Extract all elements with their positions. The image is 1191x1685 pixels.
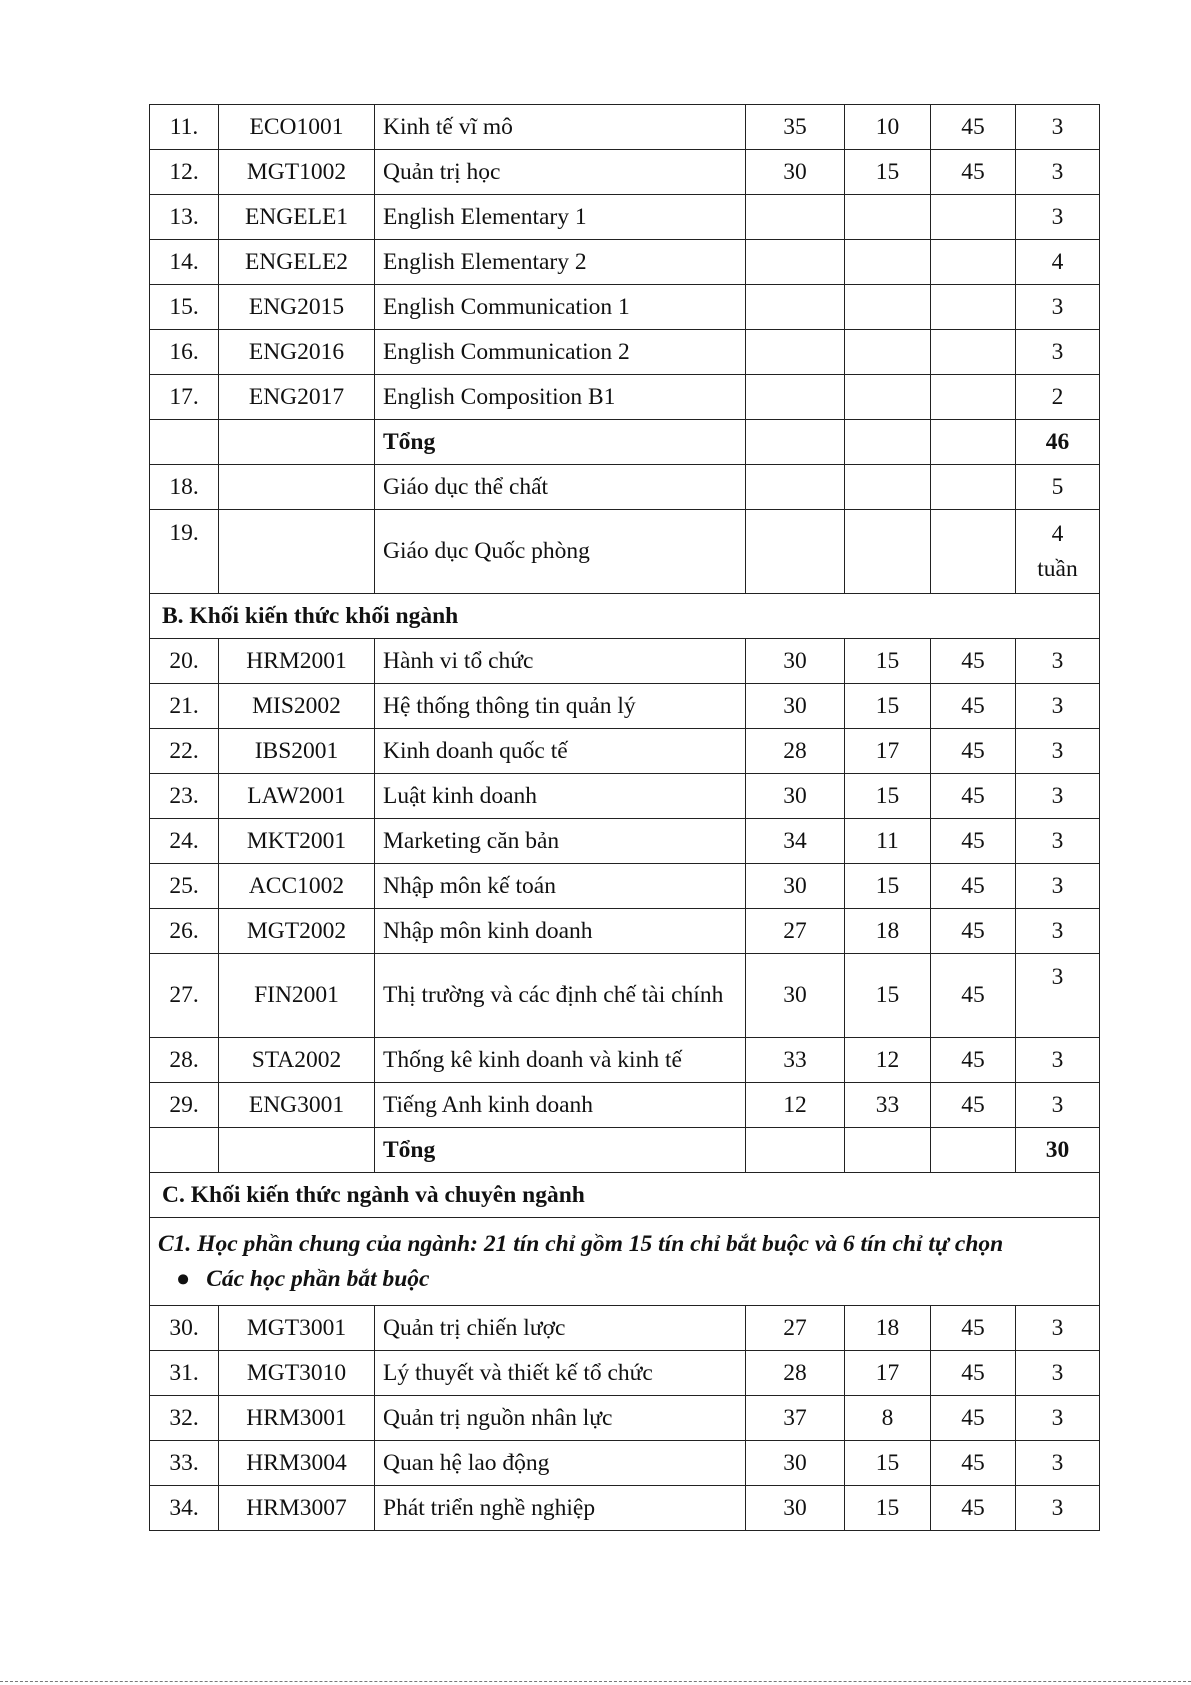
total-hours: 45: [931, 864, 1016, 909]
practice-hours: 15: [845, 954, 931, 1038]
table-row: [150, 375, 1100, 420]
practice-hours: 33: [845, 1083, 931, 1128]
total-hours: 45: [931, 105, 1016, 150]
course-code: MGT1002: [219, 150, 375, 195]
course-name: Giáo dục Quốc phòng: [375, 510, 746, 594]
course-name: Nhập môn kinh doanh: [375, 909, 746, 954]
subsection-title: C1. Học phần chung của ngành: 21 tín chỉ gồm 15 tín chỉ bắt buộc và 6 tín chỉ tự chọn: [158, 1231, 1004, 1258]
total-hours: 45: [931, 639, 1016, 684]
total-hours: 45: [931, 774, 1016, 819]
practice-hours: 17: [845, 729, 931, 774]
course-name: Tiếng Anh kinh doanh: [375, 1083, 746, 1128]
theory-hours: 27: [746, 909, 845, 954]
section-header: [150, 1173, 1100, 1218]
practice-hours: [845, 330, 931, 375]
credits: 3: [1016, 285, 1100, 330]
theory-hours: [746, 285, 845, 330]
table-row: [150, 954, 1100, 1038]
course-code: MIS2002: [219, 684, 375, 729]
table-row: [150, 684, 1100, 729]
row-number: 27.: [150, 954, 219, 1038]
page-edge-divider: [0, 1681, 1191, 1682]
theory-hours: 27: [746, 1306, 845, 1351]
total-hours: 45: [931, 1306, 1016, 1351]
practice-hours: 15: [845, 1441, 931, 1486]
practice-hours: [845, 195, 931, 240]
course-name: Hành vi tổ chức: [375, 639, 746, 684]
total-hours: 45: [931, 1351, 1016, 1396]
practice-hours: 12: [845, 1038, 931, 1083]
course-name: Marketing căn bản: [375, 819, 746, 864]
table-row: [150, 729, 1100, 774]
practice-hours: [845, 375, 931, 420]
total-hours: 45: [931, 1083, 1016, 1128]
course-name: Giáo dục thể chất: [375, 465, 746, 510]
course-name: English Communication 1: [375, 285, 746, 330]
credits: 3: [1016, 105, 1100, 150]
total-row: [150, 1128, 1100, 1173]
practice-hours: 15: [845, 639, 931, 684]
row-number: 15.: [150, 285, 219, 330]
course-name: Hệ thống thông tin quản lý: [375, 684, 746, 729]
credits: 3: [1016, 1396, 1100, 1441]
total-hours: [931, 330, 1016, 375]
theory-hours: 34: [746, 819, 845, 864]
table-row: [150, 285, 1100, 330]
row-number: 32.: [150, 1396, 219, 1441]
course-name: Thị trường và các định chế tài chính: [375, 954, 746, 1038]
row-number: 26.: [150, 909, 219, 954]
credits: 2: [1016, 375, 1100, 420]
theory-hours: [746, 375, 845, 420]
course-name: Quản trị chiến lược: [375, 1306, 746, 1351]
credits: 3: [1016, 1441, 1100, 1486]
row-number: 31.: [150, 1351, 219, 1396]
theory-hours: 30: [746, 864, 845, 909]
total-label: Tổng: [375, 420, 746, 465]
table-row: [150, 909, 1100, 954]
course-name: Kinh doanh quốc tế: [375, 729, 746, 774]
course-code: ECO1001: [219, 105, 375, 150]
credits: 3: [1016, 1306, 1100, 1351]
credits: 4: [1016, 240, 1100, 285]
table-body: [150, 105, 1100, 1531]
total-hours: 45: [931, 954, 1016, 1038]
course-name: Nhập môn kế toán: [375, 864, 746, 909]
practice-hours: 15: [845, 150, 931, 195]
practice-hours: 18: [845, 909, 931, 954]
theory-hours: 30: [746, 150, 845, 195]
section-title: B. Khối kiến thức khối ngành: [150, 594, 1100, 639]
total-hours: 45: [931, 1441, 1016, 1486]
section-header: [150, 594, 1100, 639]
table-row: [150, 1396, 1100, 1441]
course-code: IBS2001: [219, 729, 375, 774]
course-name: Quan hệ lao động: [375, 1441, 746, 1486]
table-row: [150, 639, 1100, 684]
theory-hours: 35: [746, 105, 845, 150]
total-hours: 45: [931, 1038, 1016, 1083]
row-number: 18.: [150, 465, 219, 510]
table-row: [150, 150, 1100, 195]
course-name: Lý thuyết và thiết kế tổ chức: [375, 1351, 746, 1396]
row-number: 25.: [150, 864, 219, 909]
row-number: 22.: [150, 729, 219, 774]
course-code: HRM2001: [219, 639, 375, 684]
table-row: [150, 864, 1100, 909]
row-number: 14.: [150, 240, 219, 285]
credits: 3: [1016, 1351, 1100, 1396]
practice-hours: 17: [845, 1351, 931, 1396]
course-code: ENGELE2: [219, 240, 375, 285]
credits: 5: [1016, 465, 1100, 510]
total-credits: 30: [1016, 1128, 1100, 1173]
table-row: [150, 105, 1100, 150]
course-code: ENG2016: [219, 330, 375, 375]
total-label: Tổng: [375, 1128, 746, 1173]
course-code: ENG2015: [219, 285, 375, 330]
table-row: [150, 1441, 1100, 1486]
practice-hours: [845, 285, 931, 330]
table-row: [150, 240, 1100, 285]
course-code: LAW2001: [219, 774, 375, 819]
row-number: 20.: [150, 639, 219, 684]
total-hours: [931, 240, 1016, 285]
table-row: [150, 1306, 1100, 1351]
practice-hours: 15: [845, 1486, 931, 1531]
course-name: Quản trị nguồn nhân lực: [375, 1396, 746, 1441]
total-hours: 45: [931, 1396, 1016, 1441]
section-title: C. Khối kiến thức ngành và chuyên ngành: [150, 1173, 1100, 1218]
practice-hours: 15: [845, 684, 931, 729]
course-code: HRM3004: [219, 1441, 375, 1486]
table-row: [150, 465, 1100, 510]
row-number: 28.: [150, 1038, 219, 1083]
practice-hours: [845, 240, 931, 285]
table-row: [150, 1038, 1100, 1083]
practice-hours: 15: [845, 774, 931, 819]
theory-hours: 30: [746, 954, 845, 1038]
credits-number: 4: [1051, 521, 1064, 548]
credits: 3: [1016, 774, 1100, 819]
total-hours: 45: [931, 729, 1016, 774]
course-code: FIN2001: [219, 954, 375, 1038]
total-hours: [931, 285, 1016, 330]
theory-hours: 33: [746, 1038, 845, 1083]
course-name: English Communication 2: [375, 330, 746, 375]
theory-hours: [746, 195, 845, 240]
bullet-text: Các học phần bắt buộc: [206, 1265, 430, 1292]
practice-hours: 11: [845, 819, 931, 864]
credits: 3: [1016, 954, 1100, 1038]
row-number: 13.: [150, 195, 219, 240]
bullet-item: [158, 1262, 1091, 1296]
course-name: Quản trị học: [375, 150, 746, 195]
credits: 3: [1016, 150, 1100, 195]
course-code: HRM3001: [219, 1396, 375, 1441]
course-code: MGT2002: [219, 909, 375, 954]
course-code: MGT3010: [219, 1351, 375, 1396]
theory-hours: 37: [746, 1396, 845, 1441]
total-hours: 45: [931, 909, 1016, 954]
practice-hours: 8: [845, 1396, 931, 1441]
course-code: MGT3001: [219, 1306, 375, 1351]
theory-hours: 30: [746, 1486, 845, 1531]
table-row: [150, 819, 1100, 864]
course-code: STA2002: [219, 1038, 375, 1083]
credits: [1016, 510, 1100, 594]
practice-hours: 10: [845, 105, 931, 150]
row-number: 24.: [150, 819, 219, 864]
course-code: MKT2001: [219, 819, 375, 864]
course-name: English Elementary 2: [375, 240, 746, 285]
theory-hours: 30: [746, 774, 845, 819]
total-credits: 46: [1016, 420, 1100, 465]
subsection-header: [150, 1218, 1100, 1306]
course-name: Luật kinh doanh: [375, 774, 746, 819]
row-number: 21.: [150, 684, 219, 729]
theory-hours: [746, 240, 845, 285]
theory-hours: 30: [746, 1441, 845, 1486]
total-hours: [931, 375, 1016, 420]
credits: 3: [1016, 639, 1100, 684]
total-hours: 45: [931, 684, 1016, 729]
course-name: Thống kê kinh doanh và kinh tế: [375, 1038, 746, 1083]
course-code: ENG3001: [219, 1083, 375, 1128]
total-hours: 45: [931, 150, 1016, 195]
theory-hours: 12: [746, 1083, 845, 1128]
course-name: English Composition B1: [375, 375, 746, 420]
course-name: English Elementary 1: [375, 195, 746, 240]
bullet-icon: ●: [176, 1265, 191, 1292]
course-name: Kinh tế vĩ mô: [375, 105, 746, 150]
row-number: 19.: [150, 510, 219, 594]
total-hours: 45: [931, 819, 1016, 864]
credits: 3: [1016, 1083, 1100, 1128]
row-number: 33.: [150, 1441, 219, 1486]
theory-hours: 28: [746, 1351, 845, 1396]
credits: 3: [1016, 1486, 1100, 1531]
course-code: ENG2017: [219, 375, 375, 420]
row-number: 34.: [150, 1486, 219, 1531]
table-row: [150, 510, 1100, 594]
course-code: ENGELE1: [219, 195, 375, 240]
credits: 3: [1016, 684, 1100, 729]
row-number: 30.: [150, 1306, 219, 1351]
row-number: 11.: [150, 105, 219, 150]
curriculum-table: [149, 104, 1100, 1531]
theory-hours: 28: [746, 729, 845, 774]
table-row: [150, 1351, 1100, 1396]
row-number: 16.: [150, 330, 219, 375]
credits: 3: [1016, 864, 1100, 909]
course-code: ACC1002: [219, 864, 375, 909]
credits: 3: [1016, 195, 1100, 240]
row-number: 23.: [150, 774, 219, 819]
credits-unit: tuần: [1037, 555, 1078, 582]
practice-hours: 18: [845, 1306, 931, 1351]
row-number: 17.: [150, 375, 219, 420]
table-row: [150, 1486, 1100, 1531]
credits: 3: [1016, 819, 1100, 864]
course-code: HRM3007: [219, 1486, 375, 1531]
total-row: [150, 420, 1100, 465]
course-name: Phát triển nghề nghiệp: [375, 1486, 746, 1531]
total-hours: [931, 195, 1016, 240]
credits: 3: [1016, 729, 1100, 774]
total-hours: 45: [931, 1486, 1016, 1531]
credits: 3: [1016, 330, 1100, 375]
table-row: [150, 195, 1100, 240]
table-row: [150, 330, 1100, 375]
table-row: [150, 1083, 1100, 1128]
table-row: [150, 774, 1100, 819]
row-number: 12.: [150, 150, 219, 195]
theory-hours: 30: [746, 639, 845, 684]
credits: 3: [1016, 909, 1100, 954]
row-number: 29.: [150, 1083, 219, 1128]
theory-hours: 30: [746, 684, 845, 729]
practice-hours: 15: [845, 864, 931, 909]
theory-hours: [746, 330, 845, 375]
credits: 3: [1016, 1038, 1100, 1083]
